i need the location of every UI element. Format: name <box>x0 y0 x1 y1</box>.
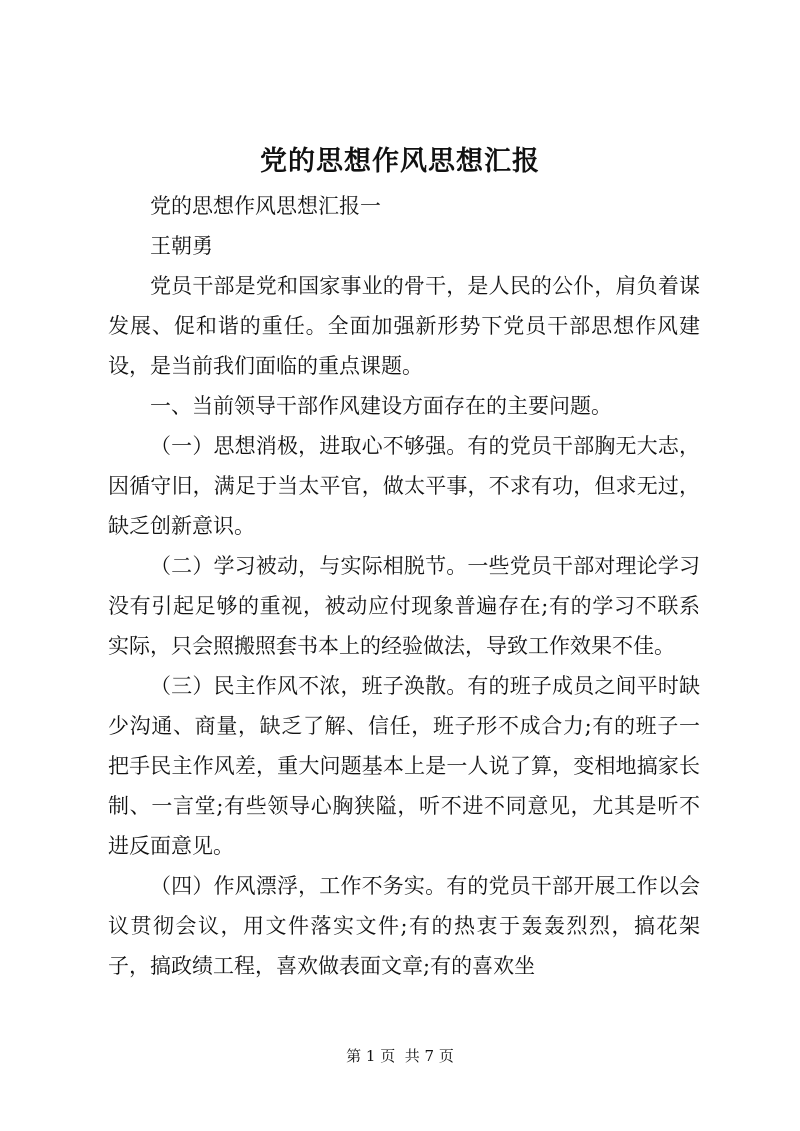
document-body <box>108 186 700 986</box>
page-number-label: 第 1 页 共 7 页 <box>346 1047 454 1065</box>
paragraph-author: 王朝勇 <box>150 234 213 258</box>
paragraph-point-2: （二）学习被动，与实际相脱节。一些党员干部对理论学习没有引起足够的重视，被动应付现象普遍存在;有的学习不联系实际，只会照搬照套书本上的经验做法，导致工作效果不佳。 <box>108 554 700 658</box>
paragraph-point-1: （一）思想消极，进取心不够强。有的党员干部胸无大志，因循守旧，满足于当太平官，做太平事，不求有功，但求无过，缺乏创新意识。 <box>108 434 700 538</box>
page-footer <box>0 1046 800 1066</box>
document-title: 党的思想作风思想汇报 <box>260 146 540 177</box>
paragraph-section-heading: 一、当前领导干部作风建设方面存在的主要问题。 <box>150 394 612 418</box>
paragraph-subtitle: 党的思想作风思想汇报一 <box>150 194 381 218</box>
paragraph-intro: 党员干部是党和国家事业的骨干，是人民的公仆，肩负着谋发展、促和谐的重任。全面加强新形势下党员干部思想作风建设，是当前我们面临的重点课题。 <box>108 274 700 378</box>
paragraph-point-3: （三）民主作风不浓，班子涣散。有的班子成员之间平时缺少沟通、商量，缺乏了解、信任，班子形不成合力;有的班子一把手民主作风差，重大问题基本上是一人说了算，变相地搞家长制、一言堂;有些领导心胸狭隘，听不进不同意见，尤其是听不进反面意见。 <box>108 674 700 858</box>
paragraph-point-4: （四）作风漂浮，工作不务实。有的党员干部开展工作以会议贯彻会议，用文件落实文件;有的热衷于轰轰烈烈，搞花架子，搞政绩工程，喜欢做表面文章;有的喜欢坐 <box>108 874 700 978</box>
